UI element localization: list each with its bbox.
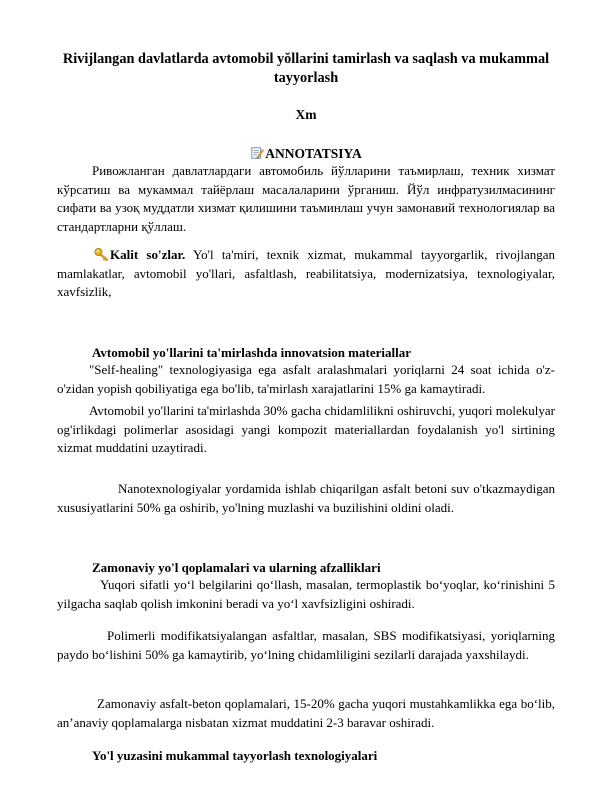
annotation-heading <box>60 146 552 162</box>
keywords-list: Yo'l ta'miri, texnik xizmat, mukammal tayyorgarlik, rivojlangan mamlakatlar, avtomobil yo'llari, asfaltlash, reabilitatsiya, modernizatsiya, texnologiyalar, xavfsizlik, <box>57 247 555 300</box>
author-name: Xm <box>295 107 317 122</box>
section2-paragraph-1: Yuqori sifatli yo‘l belgilarini qo‘llash, masalan, termoplastik bo‘yoqlar, ko‘rinishini 5 yilgacha saqlab qolish imkonini beradi va yo‘l xavfsizligini oshiradi. <box>57 577 555 611</box>
key-icon <box>94 247 110 261</box>
section1-paragraph-1: "Self-healing" texnologiyasiga ega asfalt aralashmalari yoriqlarni 24 soat ichida o'z-o'zidan yopish qobiliyatiga ega bo'lib, ta'mirlash xarajatlarini 15% ga kamaytiradi. <box>57 362 555 396</box>
document-title: Rivijlangan davlatlarda avtomobil yŏllarini tamirlash va saqlash va mukammal tayyorlash <box>62 51 550 86</box>
section-heading-modern-coatings: Zamonaviy yo'l qoplamalari va ularning afzalliklari <box>92 560 381 575</box>
section2-paragraph-2: Polimerli modifikatsiyalangan asfaltlar, masalan, SBS modifikatsiyasi, yoriqlarning paydo bo‘lishini 50% ga kamaytirib, yo‘lning chidamliligini sezilarli darajada yaxshilaydi. <box>57 628 555 662</box>
keywords-label: Kalit so'zlar. <box>110 247 186 262</box>
section1-paragraph-3: Nanotexnologiyalar yordamida ishlab chiqarilgan asfalt betoni suv o'tkazmaydigan xususiyatlarini 50% ga oshirib, yo'lning muzlashi va buzilishini oldini oladi. <box>57 481 555 515</box>
annotation-heading-text: ANNOTATSIYA <box>265 146 362 161</box>
section1-paragraph-2: Avtomobil yo'llarini ta'mirlashda 30% gacha chidamlilikni oshiruvchi, yuqori molekulyar og'irlikdagi polimerlar asosidagi yangi kompozit materiallardan foydalanish yo'l sirtining xizmat muddatini uzaytiradi. <box>57 403 555 456</box>
keywords-paragraph <box>57 246 555 302</box>
section-heading-surface-preparation: Yo'l yuzasini mukammal tayyorlash texnologiyalari <box>92 748 378 763</box>
section2-paragraph-3: Zamonaviy asfalt-beton qoplamalari, 15-20% gacha yuqori mustahkamlikka ega bo‘lib, an’anaviy qoplamalarga nisbatan xizmat muddatini 2-3 baravar oshiradi. <box>57 696 555 730</box>
annotation-paragraph: Ривожланган давлатлардаги автомобиль йўлларини таъмирлаш, техник хизмат кўрсатиш ва мукаммал тайёрлаш масалаларини ўрганиш. Йўл инфратузилмасининг сифати ва узоқ муддатли хизмат қилишини таъминлаш учун замонавий технологиялар ва стандартларни қўллаш. <box>57 163 555 234</box>
memo-icon <box>250 146 264 160</box>
section-heading-innovative-materials: Avtomobil yo'llarini ta'mirlashda innovatsion materiallar <box>92 345 411 360</box>
